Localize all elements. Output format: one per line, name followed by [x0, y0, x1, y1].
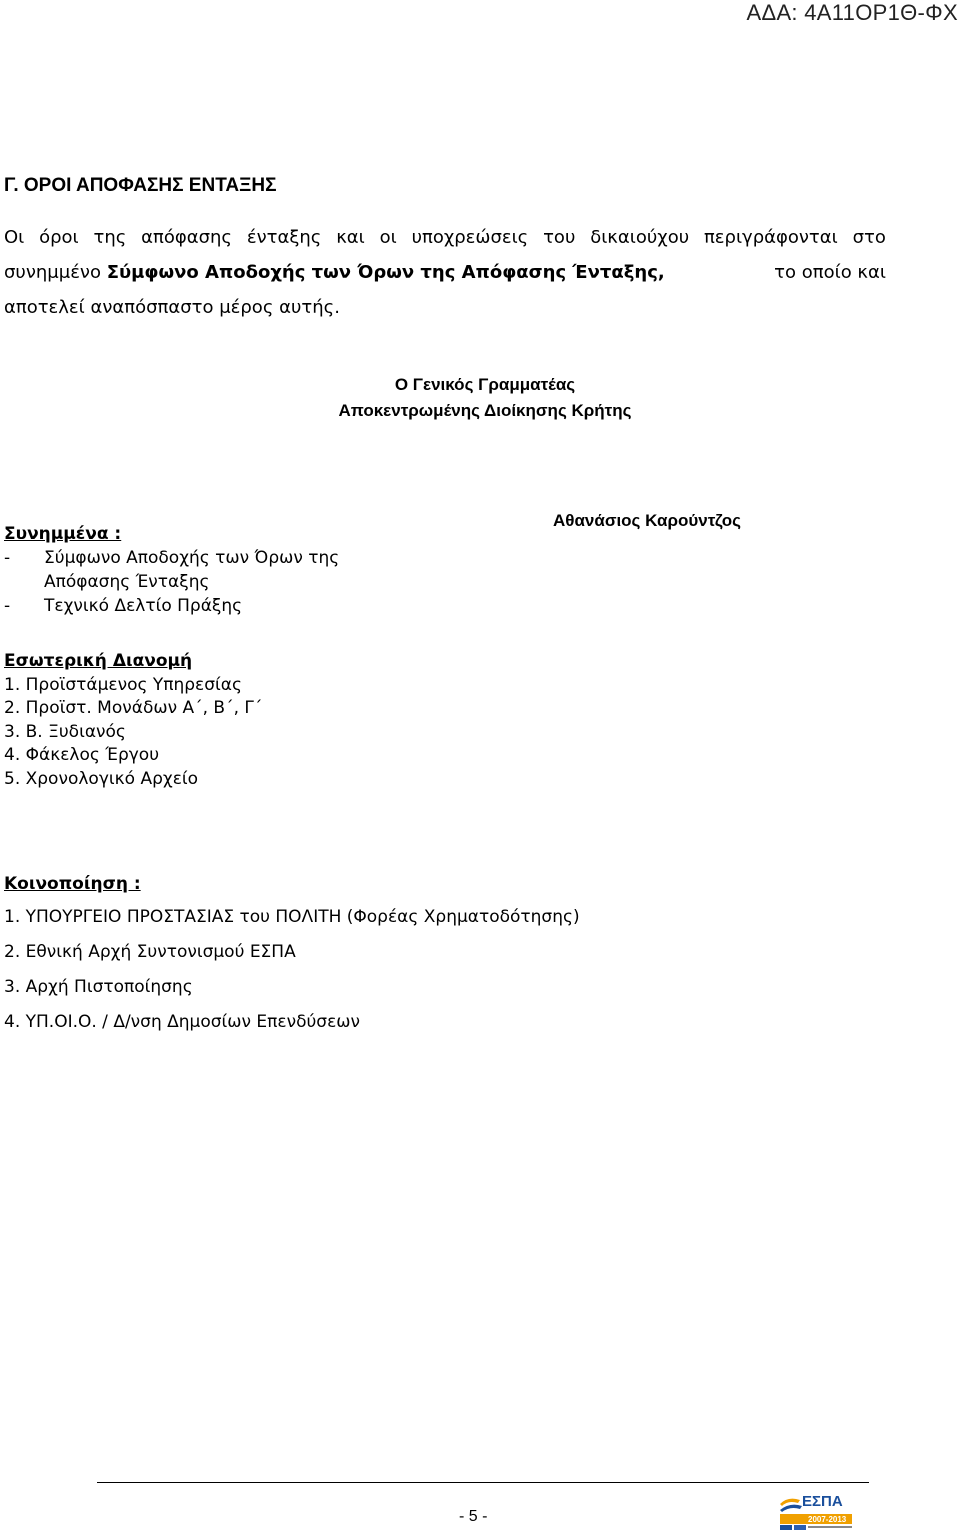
- espa-logo: [778, 1490, 854, 1530]
- list-item: 2. Εθνική Αρχή Συντονισμού ΕΣΠΑ: [4, 942, 296, 962]
- paragraph-text: το οποίο και: [774, 262, 886, 283]
- svg-text:ΕΣΠΑ: ΕΣΠΑ: [802, 1493, 843, 1510]
- word: δικαιούχου: [590, 227, 690, 248]
- signer-name: Αθανάσιος Καρούντζος: [553, 511, 741, 530]
- word: απόφασης: [141, 227, 232, 248]
- word: όροι: [39, 227, 79, 248]
- notification-section: [4, 874, 580, 1045]
- attachment-item: [4, 546, 339, 594]
- espa-logo-icon: [778, 1490, 854, 1530]
- word: Οι: [4, 227, 25, 248]
- paragraph-text: συνημμένο: [4, 262, 101, 283]
- signer-title-line-2: Αποκεντρωμένης Διοίκησης Κρήτης: [338, 401, 632, 420]
- svg-text:2007-2013: 2007-2013: [808, 1515, 847, 1524]
- list-item: 2. Προϊστ. Μονάδων Α΄, Β΄, Γ΄: [4, 698, 263, 718]
- page-number: - 5 -: [459, 1508, 488, 1525]
- attachment-label: Τεχνικό Δελτίο Πράξης: [44, 596, 243, 616]
- attachments-title: Συνημμένα :: [4, 524, 122, 544]
- section-paragraph: [4, 220, 886, 325]
- attachments-section: [4, 522, 339, 618]
- paragraph-line-2: [4, 255, 886, 290]
- word: υποχρεώσεις: [411, 227, 529, 248]
- list-item: 1. ΥΠΟΥΡΓΕΙΟ ΠΡΟΣΤΑΣΙΑΣ του ΠΟΛΙΤΗ (Φορέας Χρηματοδότησης): [4, 907, 580, 927]
- paragraph-line-3: αποτελεί αναπόσπαστο μέρος αυτής.: [4, 297, 340, 318]
- internal-distribution-title: Εσωτερική Διανομή: [4, 651, 193, 671]
- section-title: Γ. ΟΡΟΙ ΑΠΟΦΑΣΗΣ ΕΝΤΑΞΗΣ: [4, 175, 277, 196]
- list-dash: -: [4, 548, 11, 568]
- word: οι: [379, 227, 397, 248]
- attachment-label: Σύμφωνο Αποδοχής των Όρων της: [44, 548, 340, 568]
- word: στο: [852, 227, 886, 248]
- attachment-item: [4, 594, 339, 618]
- word: και: [336, 227, 365, 248]
- internal-distribution-section: [4, 650, 262, 791]
- list-item: 4. Φάκελος Έργου: [4, 745, 160, 765]
- list-item: 3. Αρχή Πιστοποίησης: [4, 977, 193, 997]
- word: ένταξης: [246, 227, 322, 248]
- word: περιγράφονται: [703, 227, 838, 248]
- ada-code: ΑΔΑ: 4Α11ΟΡ1Θ-ΦΧ: [746, 0, 958, 25]
- list-item: 4. ΥΠ.ΟΙ.Ο. / Δ/νση Δημοσίων Επενδύσεων: [4, 1012, 360, 1032]
- paragraph-line-1: [4, 220, 886, 255]
- list-item: 5. Χρονολογικό Αρχείο: [4, 768, 199, 789]
- word: του: [543, 227, 576, 248]
- notification-title: Κοινοποίηση :: [4, 874, 141, 894]
- signer-title-line-1: Ο Γενικός Γραμματέας: [394, 375, 576, 394]
- annex-title-bold: Σύμφωνο Αποδοχής των Όρων της Απόφασης Ένταξης,: [106, 262, 665, 283]
- list-item: 3. Β. Ξυδιανός: [4, 721, 126, 742]
- footer-divider: [97, 1482, 869, 1483]
- list-dash: -: [4, 596, 11, 616]
- word: της: [93, 227, 127, 248]
- list-item: 1. Προϊστάμενος Υπηρεσίας: [4, 674, 242, 695]
- attachment-label: Απόφασης Ένταξης: [44, 572, 210, 592]
- signer-title: [0, 372, 960, 424]
